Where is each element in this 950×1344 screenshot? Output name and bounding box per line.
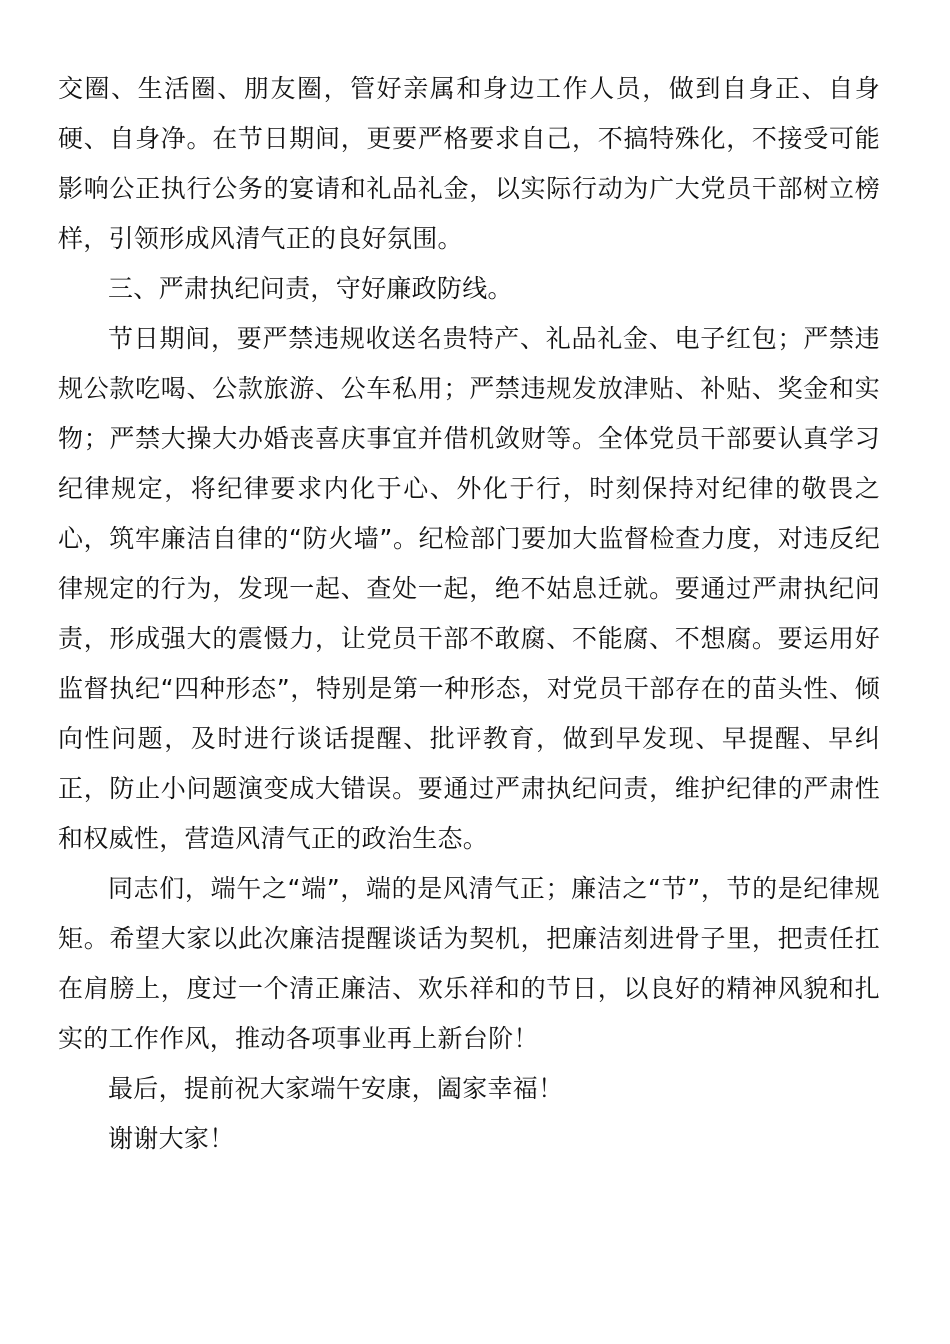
paragraph-continued: 交圈、生活圈、朋友圈，管好亲属和身边工作人员，做到自身正、自身硬、自身净。在节日期间，更要严格要求自己，不搞特殊化，不接受可能影响公正执行公务的宴请和礼品礼金，以实际行动为广大党员干部树立榜样，引领形成风清气正的良好氛围。 [58,74,880,253]
paragraph-greeting: 最后，提前祝大家端午安康，阖家幸福！ [108,1074,564,1103]
section-heading-3: 三、严肃执纪问责，守好廉政防线。 [108,274,513,303]
document-body [58,64,880,1164]
paragraph-closing-remarks: 同志们，端午之“端”，端的是风清气正；廉洁之“节”，节的是纪律规矩。希望大家以此次廉洁提醒谈话为契机，把廉洁刻进骨子里，把责任扛在肩膀上，度过一个清正廉洁、欢乐祥和的节日，以良好的精神风貌和扎实的工作作风，推动各项事业再上新台阶！ [58,874,880,1053]
paragraph-thanks: 谢谢大家！ [108,1124,235,1153]
paragraph-discipline: 节日期间，要严禁违规收送名贵特产、礼品礼金、电子红包；严禁违规公款吃喝、公款旅游、公车私用；严禁违规发放津贴、补贴、奖金和实物；严禁大操大办婚丧喜庆事宜并借机敛财等。全体党员干部要认真学习纪律规定，将纪律要求内化于心、外化于行，时刻保持对纪律的敬畏之心，筑牢廉洁自律的“防火墙”。纪检部门要加大监督检查力度，对违反纪律规定的行为，发现一起、查处一起，绝不姑息迁就。要通过严肃执纪问责，形成强大的震慑力，让党员干部不敢腐、不能腐、不想腐。要运用好监督执纪“四种形态”，特别是第一种形态，对党员干部存在的苗头性、倾向性问题，及时进行谈话提醒、批评教育，做到早发现、早提醒、早纠正，防止小问题演变成大错误。要通过严肃执纪问责，维护纪律的严肃性和权威性，营造风清气正的政治生态。 [58,324,880,853]
